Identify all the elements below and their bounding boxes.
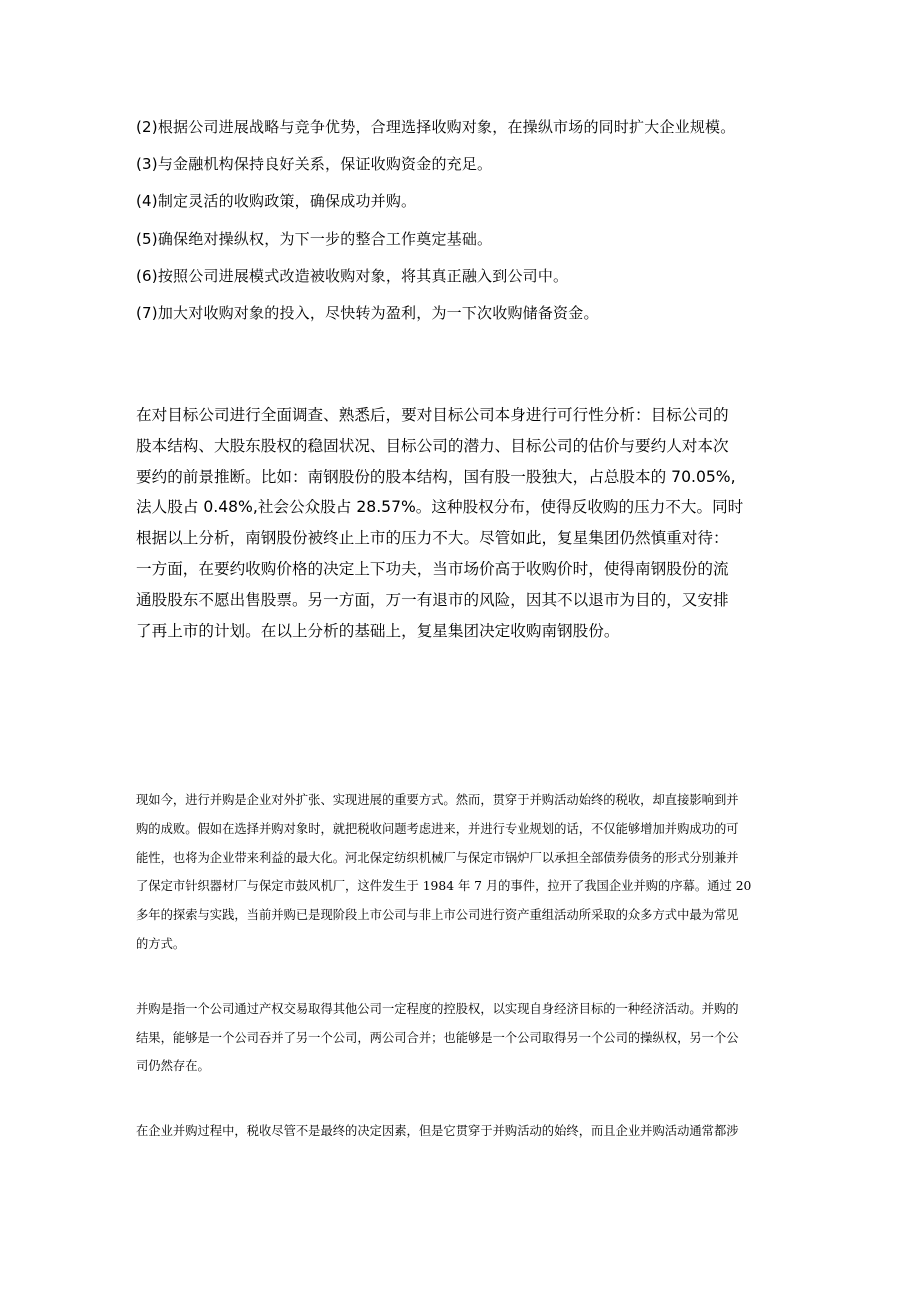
paragraph-line: 的方式。 (136, 936, 186, 951)
tax-planning-section (136, 786, 801, 1146)
list-item-step-4: (4)制定灵活的收购政策，确保成功并购。 (136, 192, 417, 211)
acquisition-steps-list (136, 112, 816, 335)
paragraph-line: 结果，能够是一个公司吞并了另一个公司，两公司合并；也能够是一个公司取得另一个公司的操纵权，另一个公 (136, 1030, 739, 1045)
paragraph-line: 要约的前景推断。比如：南钢股份的股本结构，国有股一股独大，占总股本的 70.05%, (136, 467, 736, 486)
list-item-step-2: (2)根据公司进展战略与竞争优势，合理选择收购对象，在操纵市场的同时扩大企业规模。 (136, 118, 736, 136)
list-item-step-7: (7)加大对收购对象的投入，尽快转为盈利，为一下次收购储备资金。 (136, 303, 599, 322)
list-item-step-5: (5)确保绝对操纵权，为下一步的整合工作奠定基础。 (136, 229, 493, 248)
list-item-step-3: (3)与金融机构保持良好关系，保证收购资金的充足。 (136, 155, 493, 174)
feasibility-analysis-paragraph (136, 400, 796, 646)
paragraph-line: 并购是指一个公司通过产权交易取得其他公司一定程度的控股权，以实现自身经济目标的一种经济活动。并购的 (136, 1001, 739, 1016)
paragraph-line: 多年的探索与实践，当前并购已是现阶段上市公司与非上市公司进行资产重组活动所采取的众多方式中最为常见 (136, 908, 739, 923)
paragraph-line: 购的成败。假如在选择并购对象时，就把税收问题考虑进来，并进行专业规划的话，不仅能够增加并购成功的可 (136, 821, 739, 836)
definition-paragraph (136, 995, 801, 1081)
paragraph-line: 股本结构、大股东股权的稳固状况、目标公司的潜力、目标公司的估价与要约人对本次 (136, 436, 729, 455)
list-item-step-6: (6)按照公司进展模式改造被收购对象，将其真正融入到公司中。 (136, 266, 569, 285)
paragraph-line: 能性，也将为企业带来利益的最大化。河北保定纺织机械厂与保定市锅炉厂以承担全部债券债务的形式分别兼并 (136, 850, 739, 865)
paragraph-line: 在对目标公司进行全面调查、熟悉后，要对目标公司本身进行可行性分析：目标公司的 (136, 406, 729, 424)
paragraph-line: 法人股占 0.48%,社会公众股占 28.57%。这种股权分布，使得反收购的压力不大。同时 (136, 498, 744, 517)
paragraph-line: 通股股东不愿出售股票。另一方面，万一有退市的风险，因其不以退市为目的，又安排 (136, 590, 729, 609)
intro-paragraph (136, 786, 801, 959)
paragraph-line: 现如今，进行并购是企业对外扩张、实现进展的重要方式。然而，贯穿于并购活动始终的税收，却直接影响到并 (136, 793, 739, 807)
tax-role-paragraph (136, 1117, 801, 1146)
paragraph-line: 了保定市针织器材厂与保定市鼓风机厂，这件发生于 1984 年 7 月的事件，拉开了我国企业并购的序幕。通过 20 (136, 879, 752, 894)
paragraph-line: 了再上市的计划。在以上分析的基础上，复星集团决定收购南钢股份。 (136, 621, 620, 640)
paragraph-line: 根据以上分析，南钢股份被终止上市的压力不大。尽管如此，复星集团仍然慎重对待： (136, 529, 729, 548)
paragraph-line: 一方面，在要约收购价格的决定上下功夫，当市场价高于收购价时，使得南钢股份的流 (136, 559, 729, 578)
paragraph-line: 司仍然存在。 (136, 1059, 210, 1074)
paragraph-line: 在企业并购过程中，税收尽管不是最终的决定因素，但是它贯穿于并购活动的始终，而且企业并购活动通常都涉 (136, 1124, 739, 1139)
